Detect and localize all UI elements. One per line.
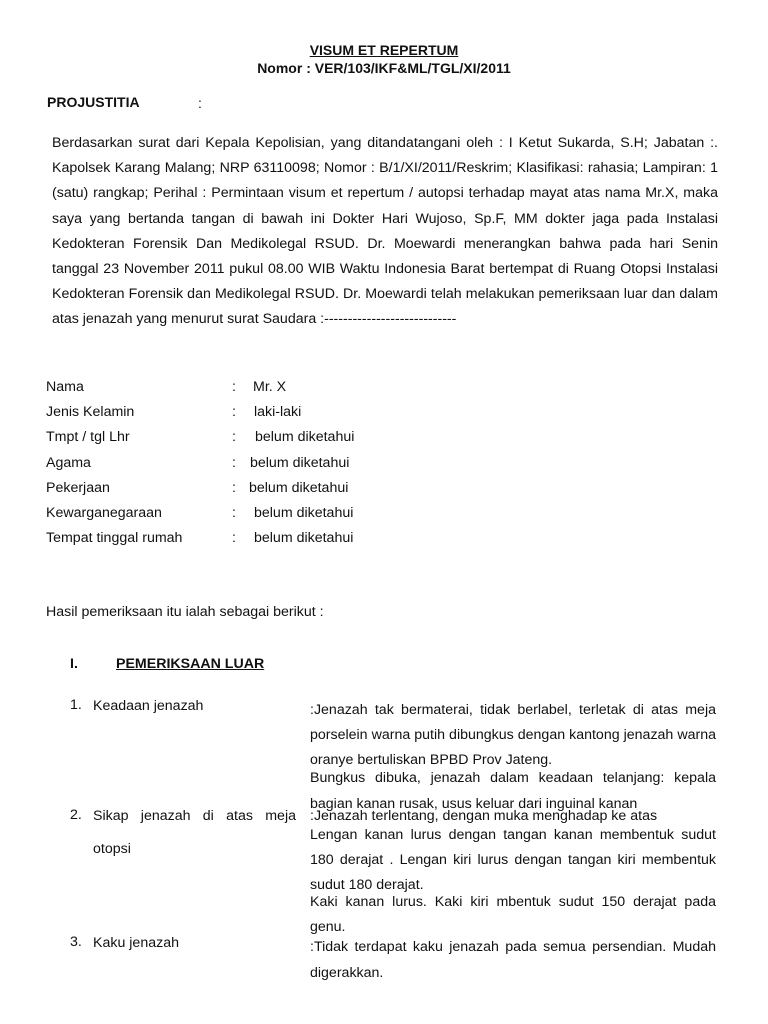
exam-item-number: 2.: [70, 807, 82, 823]
exam-item-label: Keadaan jenazah: [93, 698, 204, 714]
identity-label: Nama: [46, 379, 84, 395]
identity-label: Pekerjaan: [46, 479, 110, 496]
exam-item-description: [310, 934, 716, 986]
exam-item-label: Kaku jenazah: [93, 935, 179, 951]
section-number: I.: [70, 656, 78, 672]
identity-label: Agama: [46, 454, 91, 471]
identity-colon: :: [232, 429, 236, 446]
identity-colon: :: [232, 404, 236, 421]
identity-colon: :: [232, 479, 236, 496]
identity-value: Mr. X: [253, 379, 287, 395]
intro-text: Berdasarkan surat dari Kepala Kepolisian, yang ditandatangani oleh : I Ketut Sukarda, S.H; Jabatan :. Kapolsek Karang Malang; NRP 63110098; Nomor : B/1/XI/2011/Reskrim; Klasifikasi: rahasia; Lampiran: 1 (satu) rangkap; Perihal : Permintaan visum et repertum / autopsi terhadap mayat atas nama Mr.X, maka saya yang bertanda tangan di bawah ini Dokter Hari Wujoso, Sp.F, MM dokter jaga pada Instalasi Kedokteran Forensik Dan Medikolegal RSUD. Dr. Moewardi menerangkan bahwa pada hari Senin tanggal 23 November 2011 pukul 08.00 WIB Waktu Indonesia Barat bertempat di Ruang Otopsi Instalasi Kedokteran Forensik dan Medikolegal RSUD. Dr. Moewardi telah melakukan pemeriksaan luar dan dalam atas jenazah yang menurut surat Saudara :----------------------------: [52, 135, 718, 328]
identity-value: belum diketahui: [250, 454, 350, 471]
exam-item-number: 3.: [70, 934, 82, 950]
exam-item-paragraph: :Jenazah tak bermaterai, tidak berlabel, terletak di atas meja porselein warna putih dibungkus dengan kantong jenazah warna oranye bertuliskan BPBD Prov Jateng.: [310, 702, 716, 768]
exam-item-description: [310, 698, 716, 773]
identity-label: Kewarganegaraan: [46, 504, 162, 521]
identity-colon: :: [232, 454, 236, 471]
exam-item-description: [310, 890, 716, 940]
identity-colon: :: [232, 379, 236, 395]
identity-label: Tempat tinggal rumah: [46, 530, 183, 547]
identity-value: belum diketahui: [254, 504, 354, 521]
results-intro: Hasil pemeriksaan itu ialah sebagai berikut :: [46, 604, 324, 620]
exam-item-label: Sikap jenazah di atas meja otopsi: [93, 808, 296, 857]
exam-item-paragraph: Bungkus dibuka, jenazah dalam keadaan telanjang: kepala bagian kanan rusak, usus keluar dari inguinal kanan: [310, 770, 716, 812]
exam-item-paragraph: Kaki kanan lurus. Kaki kiri mbentuk sudut 150 derajat pada genu.: [310, 894, 716, 935]
document-title: VISUM ET REPERTUM: [309, 42, 459, 58]
exam-item-number: 1.: [70, 697, 82, 713]
identity-colon: :: [232, 530, 236, 547]
identity-value: belum diketahui: [254, 530, 354, 547]
exam-item-paragraph: :Jenazah terlentang, dengan muka menghadap ke atas: [310, 808, 658, 824]
identity-value: belum diketahui: [249, 479, 349, 496]
intro-paragraph: [52, 131, 718, 333]
identity-colon: :: [232, 504, 236, 521]
identity-value: laki-laki: [254, 404, 302, 421]
document-number: Nomor : VER/103/IKF&ML/TGL/XI/2011: [257, 60, 511, 76]
section-title: PEMERIKSAAN LUAR: [116, 656, 265, 672]
exam-item-paragraph: :Tidak terdapat kaku jenazah pada semua persendian. Mudah digerakkan.: [310, 939, 716, 981]
identity-label: Tmpt / tgl Lhr: [46, 429, 130, 446]
projustitia-colon: :: [198, 95, 202, 111]
exam-item-paragraph: Lengan kanan lurus dengan tangan kanan membentuk sudut 180 derajat . Lengan kiri lurus dengan tangan kiri membentuk sudut 180 derajat.: [310, 827, 716, 893]
projustitia-label: PROJUSTITIA: [47, 94, 140, 110]
exam-item-description: [310, 823, 716, 898]
identity-value: belum diketahui: [255, 429, 355, 446]
identity-label: Jenis Kelamin: [46, 404, 135, 421]
